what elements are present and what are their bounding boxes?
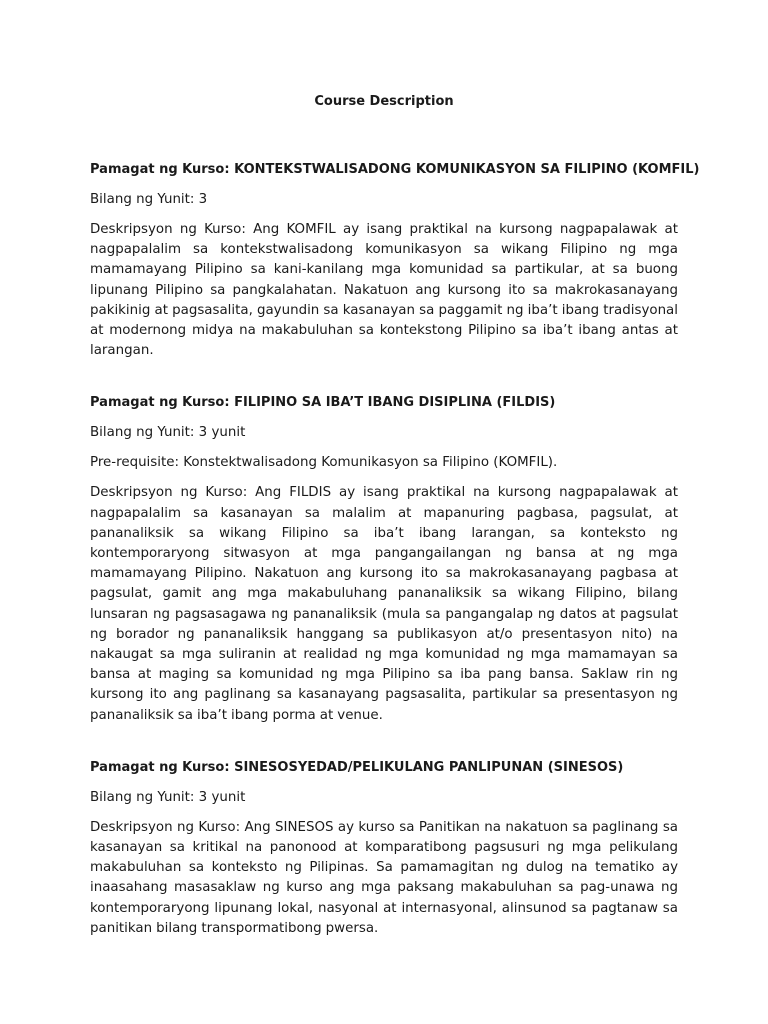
course-section-komfil [90,160,700,361]
course-units: Bilang ng Yunit: 3 yunit [90,425,246,441]
course-description: Deskripsyon ng Kurso: Ang FILDIS ay isang praktikal na kursong nagpapalawak at nagpapalalim sa kasanayan sa malalim at mapanuring pagbasa, pagsulat, at pananaliksik sa wikang Filipino sa iba’t ibang larangan, sa konteksto ng kontemporaryong sitwasyon at mga pangangailangan ng bansa at ng mga mamamayang Pilipino. Nakatuon ang kursong ito sa makrokasanayang pagbasa at pagsulat, gamit ang mga makabuluhang pananaliksik sa wikang Filipino, bilang lunsaran ng pagsasagawa ng pananaliksik (mula sa pangangalap ng datos at pagsulat ng borador ng pananaliksik hanggang sa publikasyon at/o presentasyon nito) na nakaugat sa mga suliranin at realidad ng mga komunidad ng mga mamamayan sa bansa at maging sa komunidad ng mga Pilipino sa iba pang bansa. Saklaw rin ng kursong ito ang paglinang sa kasanayang pagsasalita, partikular sa presentasyon ng pananaliksik sa iba’t ibang porma at venue. [90,485,678,723]
course-section-sinesos [90,758,678,939]
course-units: Bilang ng Yunit: 3 [90,192,208,207]
course-description: Deskripsyon ng Kurso: Ang KOMFIL ay isang praktikal na kursong nagpapalawak at nagpapalalim sa kontekstwalisadong komunikasyon sa wikang Filipino ng mga mamamayang Pilipino sa kani-kanilang mga komunidad sa partikular, at sa buong lipunang Pilipino sa pangkalahatan. Nakatuon ang kursong ito sa makrokasanayang pakikinig at pagsasalita, gayundin sa kasanayan sa paggamit ng iba’t ibang tradisyonal at modernong midya na makabuluhan sa kontekstong Pilipino sa iba’t ibang antas at larangan. [90,222,678,359]
course-description: Deskripsyon ng Kurso: Ang SINESOS ay kurso sa Panitikan na nakatuon sa paglinang sa kasanayan sa kritikal na panonood at komparatibong pagsusuri ng mga pelikulang makabuluhan sa konteksto ng Pilipinas. Sa pamamagitan ng dulog na tematiko ay inaasahang masasaklaw ng kurso ang mga paksang makabuluhan sa pag-unawa ng kontemporaryong lipunang lokal, nasyonal at internasyonal, alinsunod sa pagtanaw sa panitikan bilang transpormatibong pwersa. [90,819,678,936]
course-title-value: SINESOSYEDAD/PELIKULANG PANLIPUNAN (SINESOS) [234,759,624,775]
course-title-value: FILIPINO SA IBA’T IBANG DISIPLINA (FILDIS) [234,395,556,411]
course-units: Bilang ng Yunit: 3 yunit [90,789,246,805]
course-title-label: Pamagat ng Kurso: [90,395,230,411]
course-title-label: Pamagat ng Kurso: [90,162,230,177]
course-title-value: KONTEKSTWALISADONG KOMUNIKASYON SA FILIPINO (KOMFIL) [234,162,700,177]
document-title: Course Description [314,94,454,109]
course-section-fildis [90,393,678,725]
course-title [90,160,700,180]
course-prerequisite: Pre-requisite: Konstektwalisadong Komunikasyon sa Filipino (KOMFIL). [90,455,558,471]
course-title [90,758,678,778]
course-title-label: Pamagat ng Kurso: [90,759,230,775]
course-title [90,393,678,413]
